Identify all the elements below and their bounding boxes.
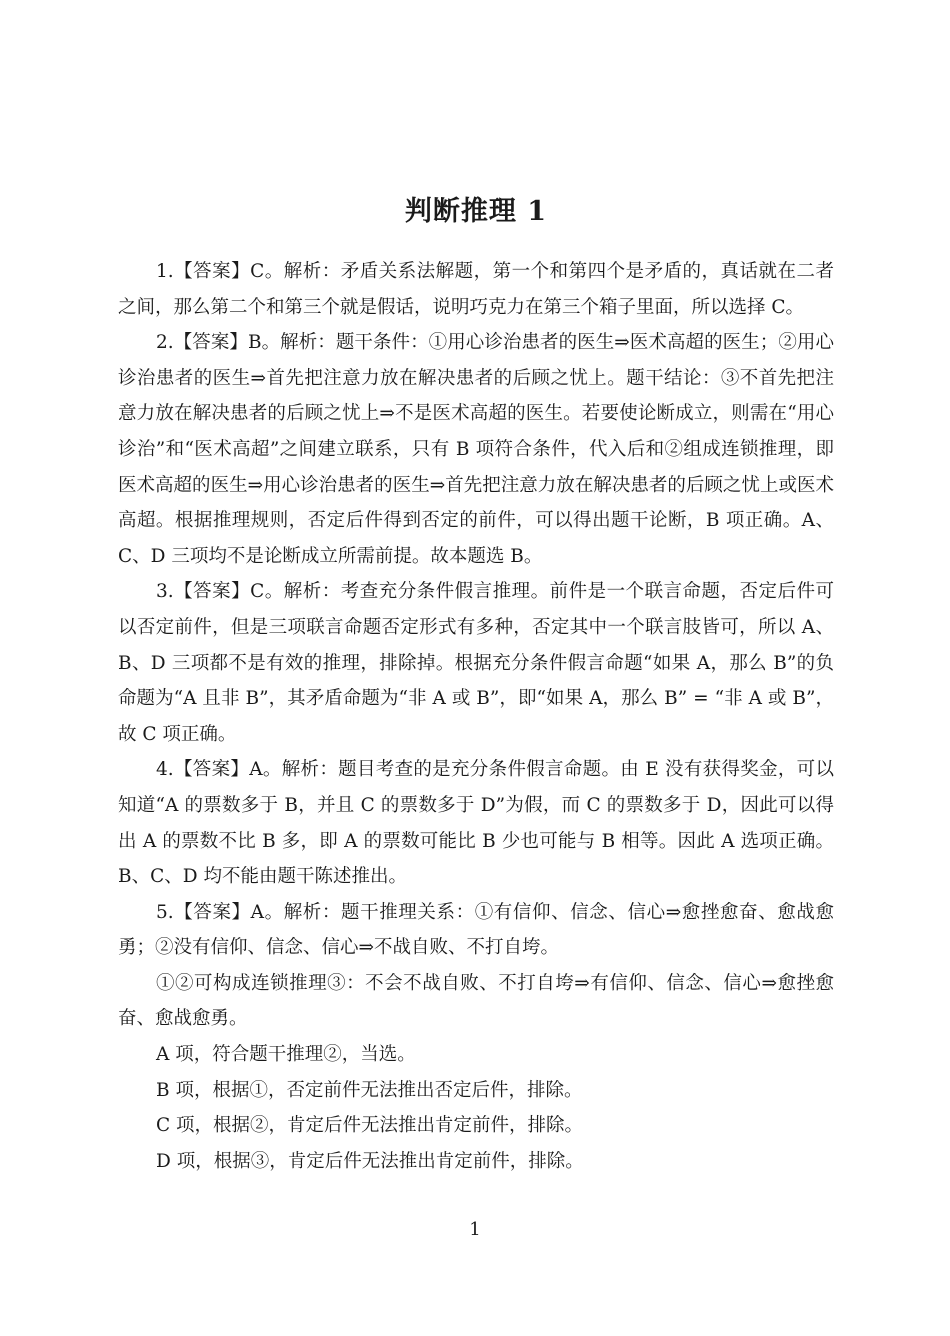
answer-paragraph-4: 4.【答案】A。解析：题目考查的是充分条件假言命题。由 E 没有获得奖金，可以知道“A 的票数多于 B，并且 C 的票数多于 D”为假，而 C 的票数多于 D，因此可以得出 A 的票数不比 B 多，即 A 的票数可能比 B 少也可能与 B 相等。因此 A 选项正确。B、C、D 均不能由题干陈述推出。 [118, 759, 834, 888]
page-number: 1 [469, 1219, 481, 1240]
option-a-analysis: A 项，符合题干推理②，当选。 [156, 1044, 416, 1066]
answer-paragraph-2: 2.【答案】B。解析：题干条件：①用心诊治患者的医生⇒医术高超的医生；②用心诊治患者的医生⇒首先把注意力放在解决患者的后顾之忧上。题干结论：③不首先把注意力放在解决患者的后顾之忧上⇒不是医术高超的医生。若要使论断成立，则需在“用心诊治”和“医术高超”之间建立联系，只有 B 项符合条件，代入后和②组成连锁推理，即医术高超的医生⇒用心诊治患者的医生⇒首先把注意力放在解决患者的后顾之忧上或医术高超。根据推理规则，否定后件得到否定的前件，可以得出题干论断，B 项正确。A、C、D 三项均不是论断成立所需前提。故本题选 B。 [118, 332, 834, 567]
option-c-analysis: C 项，根据②，肯定后件无法推出肯定前件，排除。 [156, 1115, 584, 1137]
page-title: 判断推理 1 [404, 196, 548, 227]
document-page [118, 192, 834, 1179]
option-d-analysis: D 项，根据③，肯定后件无法推出肯定前件，排除。 [156, 1150, 584, 1172]
option-b-analysis: B 项，根据①，否定前件无法推出否定后件，排除。 [156, 1079, 583, 1101]
answer-paragraph-1: 1.【答案】C。解析：矛盾关系法解题，第一个和第四个是矛盾的，真话就在二者之间，那么第二个和第三个就是假话，说明巧克力在第三个箱子里面，所以选择 C。 [118, 261, 834, 318]
answer-paragraph-3: 3.【答案】C。解析：考查充分条件假言推理。前件是一个联言命题，否定后件可以否定前件，但是三项联言命题否定形式有多种，否定其中一个联言肢皆可，所以 A、B、D 三项都不是有效的推理，排除掉。根据充分条件假言命题“如果 A，那么 B”的负命题为“A 且非 B”，其矛盾命题为“非 A 或 B”，即“如果 A，那么 B” = “非 A 或 B”，故 C 项正确。 [118, 581, 834, 745]
reasoning-chain-paragraph: ①②可构成连锁推理③：不会不战自败、不打自垮⇒有信仰、信念、信心⇒愈挫愈奋、愈战愈勇。 [118, 972, 834, 1030]
answer-paragraph-5: 5.【答案】A。解析：题干推理关系：①有信仰、信念、信心⇒愈挫愈奋、愈战愈勇；②没有信仰、信念、信心⇒不战自败、不打自垮。 [118, 901, 834, 959]
